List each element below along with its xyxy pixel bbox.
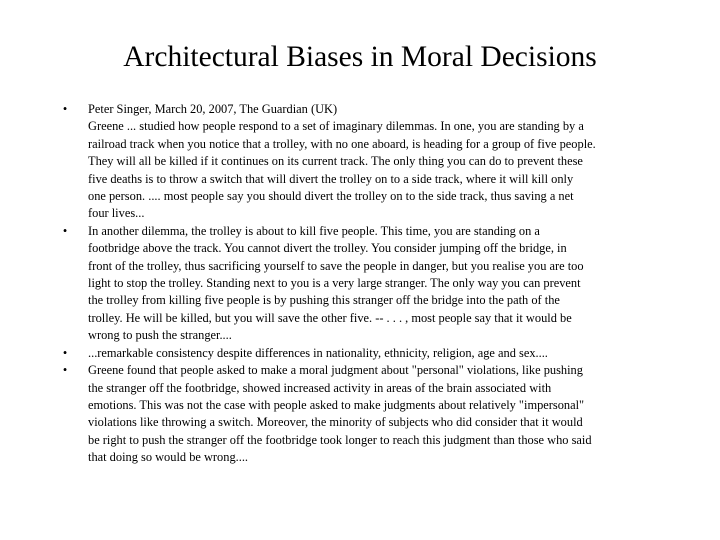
text-line: Peter Singer, March 20, 2007, The Guardian (UK) [88, 102, 338, 116]
text-line: Greene found that people asked to make a moral judgment about "personal" violations, like pushing [88, 363, 583, 378]
text-line: light to stop the trolley. Standing next to you is a very large stranger. The only way you can prevent [88, 276, 581, 291]
text-line: that doing so would be wrong.... [88, 450, 249, 465]
text-line: wrong to push the stranger.... [88, 328, 232, 343]
text-line: one person. .... most people say you should divert the trolley on to the side track, thus saving a net [88, 189, 574, 204]
bullet-item-footbridge [60, 223, 700, 345]
slide-title: Architectural Biases in Moral Decisions [123, 41, 597, 73]
bullet-icon: • [62, 102, 68, 116]
bullet-icon: • [62, 223, 68, 238]
text-line: footbridge above the track. You cannot divert the trolley. You consider jumping off the bridge, in [88, 241, 567, 256]
text-line: four lives... [88, 206, 145, 221]
bullet-icon: • [62, 345, 68, 360]
text-line: ...remarkable consistency despite differences in nationality, ethnicity, religion, age and sex.... [88, 345, 548, 360]
text-line: railroad track when you notice that a trolley, with no one aboard, is heading for a group of five people. [88, 136, 596, 151]
text-line: violations like throwing a switch. Moreover, the minority of subjects who did consider that it would [88, 415, 583, 430]
text-line: They will all be killed if it continues on its current track. The only thing you can do to prevent these [88, 154, 583, 169]
bullet-item-consistency [60, 345, 700, 362]
bullet-list [60, 101, 700, 467]
text-line: emotions. This was not the case with people asked to make judgments about relatively "impersonal" [88, 397, 585, 412]
text-line: In another dilemma, the trolley is about to kill five people. This time, you are standing on a [88, 223, 540, 238]
text-line: front of the trolley, thus sacrificing yourself to save the people in danger, but you realise you are too [88, 258, 584, 273]
text-line: trolley. He will be killed, but you will save the other five. -- . . . , most people say that it would be [88, 310, 572, 325]
text-line: be right to push the stranger off the footbridge took longer to reach this judgment than those who said [88, 432, 592, 447]
text-line: the trolley from killing five people is by pushing this stranger off the bridge into the path of the [88, 293, 560, 308]
text-line: the stranger off the footbridge, showed increased activity in areas of the brain associated with [88, 380, 552, 395]
bullet-item-greene-findings [60, 362, 700, 466]
bullet-icon: • [62, 363, 68, 378]
text-line: five deaths is to throw a switch that will divert the trolley on to a side track, where it will kill only [88, 171, 574, 186]
bullet-item-singer-greene [60, 101, 700, 223]
text-line: Greene ... studied how people respond to a set of imaginary dilemmas. In one, you are standing by a [88, 119, 584, 134]
